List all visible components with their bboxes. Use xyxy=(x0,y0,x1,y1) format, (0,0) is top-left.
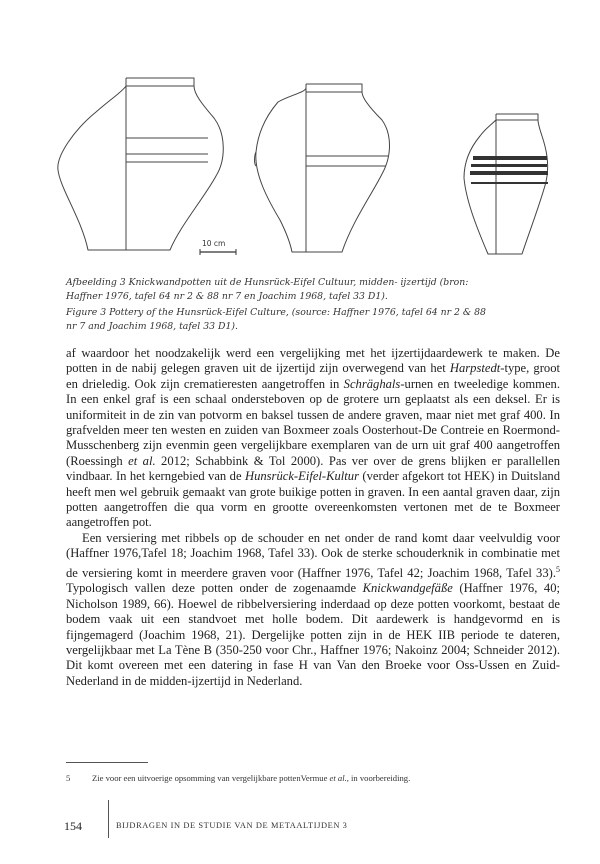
text-run: 2012; Schabbink & Tol 2000). Pas ver over de grens blijken er parallellen vindbaar. In het kerngebied van de xyxy=(66,453,560,484)
text-run: -type, groot en drieledig. Ook zijn crematieresten aangetroffen in xyxy=(66,361,560,391)
pot-drawing-2-icon xyxy=(255,84,390,252)
footnote-divider xyxy=(66,762,148,763)
text-run: (Haffner 1976, 40; Nicholson 1989, 66). Hoewel de ribbelversiering inderdaad op deze potten voorkomt, bestaat de bodem vaak uit een standvoet met holle bodem. Dit aardewerk is handgevormd en is fijngemagerd (Joachim 1968, 21). Dergelijke potten zijn in de HEK IIB periode te dateren, vergelijkbaar met La Tène B (350-250 voor Chr., Haffner 1976; Nakoinz 2004; Schneider 2012). Dit komt overeen met een datering in fase H van Van den Broeke voor Oss-Ussen en Zuid-Nederland in de midden-ijzertijd in Nederland. xyxy=(66,581,560,688)
pot-drawing-1-icon xyxy=(58,78,226,250)
page-number: 154 xyxy=(64,819,82,833)
running-title: BIJDRAGEN IN DE STUDIE VAN DE METAALTIJDEN 3 xyxy=(116,821,348,830)
text-run: Hunsrück-Eifel-Kultur xyxy=(244,469,359,484)
paragraph xyxy=(66,346,560,531)
footnote xyxy=(66,772,560,784)
text-run: et al. xyxy=(128,453,156,468)
text-run: af waardoor het noodzakelijk werd een vergelijking met het ijzertijdaardewerk te maken. De potten in de nabij gelegen graven uit de ijzertijd zijn overwegend van het xyxy=(66,346,560,376)
text-run: (verder afgekort tot HEK) in Duitsland heeft men wel gebruik gemaakt van grote buikige potten in graven. In een aantal graven daar, zijn potten aangetroffen die qua vorm en grootte overeenkomsten vertonen met de te Boxmeer aangetroffen pot. xyxy=(66,469,561,530)
text-run: -urnen en tweeledige kommen. In een enkel graf is een schaal ondersteboven op de grotere urn geplaatst als een deksel. Er is uniformiteit in de zin van potvorm en baksel tussen de andere graven, maar niet met graf 400. In grafvelden meer ten westen en zuiden van Boxmeer zoals Oosterhout-De Contreie en Roermond-Musschenberg zijn evenmin geen vergelijkbare exemplaren van de urn uit graf 400 aangetroffen (Roessingh xyxy=(66,376,560,468)
text-run: Harpstedt xyxy=(449,361,501,376)
footnote-text-after: , in voorbereiding. xyxy=(346,773,411,783)
footer-divider xyxy=(108,800,109,838)
footnote-text-italic: et al. xyxy=(329,773,347,783)
text-run: Schräghals xyxy=(343,376,401,391)
footnote-text-before: Zie voor een uitvoerige opsomming van vergelijkbare pottenVermue xyxy=(92,773,330,783)
scale-bar xyxy=(200,239,236,255)
pot-drawing-3-decoration xyxy=(470,156,548,184)
figure-caption-dutch: Afbeelding 3 Knickwandpotten uit de Hunsrück-Eifel Cultuur, midden- ijzertijd (bron: Haffner 1976, tafel 64 nr 2 & 88 nr 7 en Joachim 1968, tafel 33 D1). xyxy=(66,277,469,302)
pottery-drawings xyxy=(40,70,570,270)
text-run: Typologisch vallen deze potten onder de zogenaamde xyxy=(66,581,363,596)
scale-bar-label: 10 cm xyxy=(202,239,226,248)
paragraph xyxy=(66,531,560,689)
text-run: Knickwandgefäße xyxy=(362,581,453,596)
figure-pottery xyxy=(40,70,570,270)
body-text xyxy=(66,346,560,689)
footnote-reference: 5 xyxy=(556,564,560,574)
text-run: Een versiering met ribbels op de schouder en net onder de rand komt daar veelvuldig voor (Haffner 1976,Tafel 18; Joachim 1968, Tafel 33). Ook de sterke schouderknik in combinatie met de versiering komt in meerdere graven voor (Haffner 1976, Tafel 42; Joachim 1968, Tafel 33). xyxy=(66,530,560,580)
footnote-number: 5 xyxy=(66,773,71,783)
figure-caption-english: Figure 3 Pottery of the Hunsrück-Eifel Culture, (source: Haffner 1976, tafel 64 nr 2 & 88 nr 7 and Joachim 1968, tafel 33 D1). xyxy=(66,307,486,332)
